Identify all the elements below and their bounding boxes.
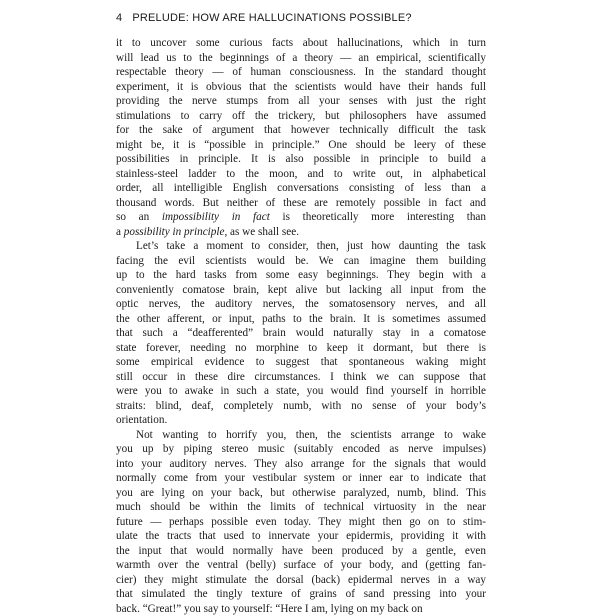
text-run: much should be within the limits of technical virtuosity in the near [116,501,486,513]
text-line [116,399,486,414]
text-run: still occur in these dire circumstances. I think we can suppose that [116,371,486,383]
text-run: experiment, it is obvious that the scientists would have their hands full [116,81,486,93]
text-run: providing the nerve stumps from all your senses with just the right [116,95,486,107]
text-run: facing the evil scientists would be. We can imagine them building [116,255,486,267]
text-line [116,225,486,240]
text-run: it to uncover some curious facts about hallucinations, which in turn [116,37,486,49]
text-run: optic nerves, the auditory nerves, the somatosensory nerves, and all [116,298,486,310]
text-run: straits: blind, deaf, completely numb, with no sense of your body’s [116,400,486,412]
paragraph [116,239,486,428]
text-run: so an [116,211,162,223]
text-run: orientation. [116,414,167,426]
text-run: is theoretically more interesting than [270,211,486,223]
text-line [116,167,486,182]
text-line [116,297,486,312]
text-line [116,181,486,196]
text-line [116,486,486,501]
text-run: thousand words. But neither of these are remotely possible in fact and [116,197,486,209]
text-line [116,471,486,486]
text-line [116,36,486,51]
text-run: cier) they might stimulate the dorsal (back) epidermal nerves in a way [116,574,486,586]
text-run: back. “Great!” you say to yourself: “Here I am, lying on my back on [116,603,423,615]
text-line [116,428,486,443]
text-run: respectable theory — of human consciousness. In the standard thought [116,66,486,78]
text-line [116,370,486,385]
text-run: will lead us to the beginnings of a theory — an empirical, scientifically [116,52,486,64]
text-line [116,239,486,254]
text-run: that such a “deafferented” brain would naturally stay in a comatose [116,327,486,339]
text-run: were you to awake in such a state, you would find yourself in horrible [116,385,486,397]
paragraph [116,428,486,616]
text-run: into your auditory nerves. They also arrange for the signals that would [116,458,486,470]
italic-text: impossibility in fact [162,211,270,223]
text-run: a [116,226,124,238]
text-line [116,384,486,399]
text-run: state forever, needing no morphine to keep it dormant, but there is [116,342,486,354]
text-run: you are lying on your back, but otherwise paralyzed, numb, blind. This [116,487,486,499]
text-line [116,529,486,544]
text-run: , as we shall see. [224,226,299,238]
italic-text: possibility in principle [124,226,225,238]
text-run: Not wanting to horrify you, then, the scientists arrange to wake [136,429,486,441]
text-line [116,573,486,588]
text-line [116,210,486,225]
text-line [116,457,486,472]
text-run: up to the hard tasks from some easy beginnings. They begin with a [116,269,486,281]
text-run: some empirical evidence to suggest that spontaneous waking might [116,356,486,368]
paragraph [116,36,486,239]
text-line [116,123,486,138]
text-line [116,413,486,428]
text-line [116,544,486,559]
text-line [116,94,486,109]
text-run: the other afferent, or input, paths to the brain. It is sometimes assumed [116,313,486,325]
chapter-title: PRELUDE: HOW ARE HALLUCINATIONS POSSIBLE? [132,12,411,24]
text-run: that simulated the tingly texture of grains of sand pressing into your [116,588,486,600]
text-line [116,312,486,327]
text-run: Let’s take a moment to consider, then, just how daunting the task [136,240,486,252]
text-run: ulate the tracts that used to innervate your epidermis, providing it with [116,530,486,542]
text-run: the input that would normally have been produced by a gentle, even [116,545,486,557]
text-run: stimulations to carry off the trickery, but philosophers have assumed [116,110,486,122]
text-line [116,587,486,602]
text-run: conveniently comatose brain, kept alive but lacking all input from the [116,284,486,296]
text-line [116,341,486,356]
body-text [116,36,486,616]
text-line [116,283,486,298]
page-number: 4 [116,12,122,24]
text-line [116,65,486,80]
text-line [116,109,486,124]
text-run: for the sake of argument that however technically difficult the task [116,124,486,136]
text-run: possibilities in principle. It is also possible in principle to build a [116,153,486,165]
text-line [116,355,486,370]
text-line [116,558,486,573]
text-line [116,500,486,515]
text-line [116,80,486,95]
text-line [116,152,486,167]
text-run: stainless-steel ladder to the moon, and to write out, in alphabetical [116,168,486,180]
text-line [116,442,486,457]
text-run: might be, it is “possible in principle.” One should be leery of these [116,139,486,151]
text-line [116,138,486,153]
running-head [116,12,412,24]
text-run: normally come from your vestibular system or inner ear to indicate that [116,472,486,484]
text-line [116,196,486,211]
text-line [116,268,486,283]
text-line [116,51,486,66]
text-run: warmth over the ventral (belly) surface of your body, and (getting fan- [116,559,486,571]
text-line [116,515,486,530]
text-run: order, all intelligible English conversations consisting of less than a [116,182,486,194]
text-run: future — perhaps possible even today. They might then go on to stim- [116,516,486,528]
text-run: you up by piping stereo music (suitably encoded as nerve impulses) [116,443,486,455]
text-line [116,254,486,269]
text-line [116,326,486,341]
text-line [116,602,486,616]
